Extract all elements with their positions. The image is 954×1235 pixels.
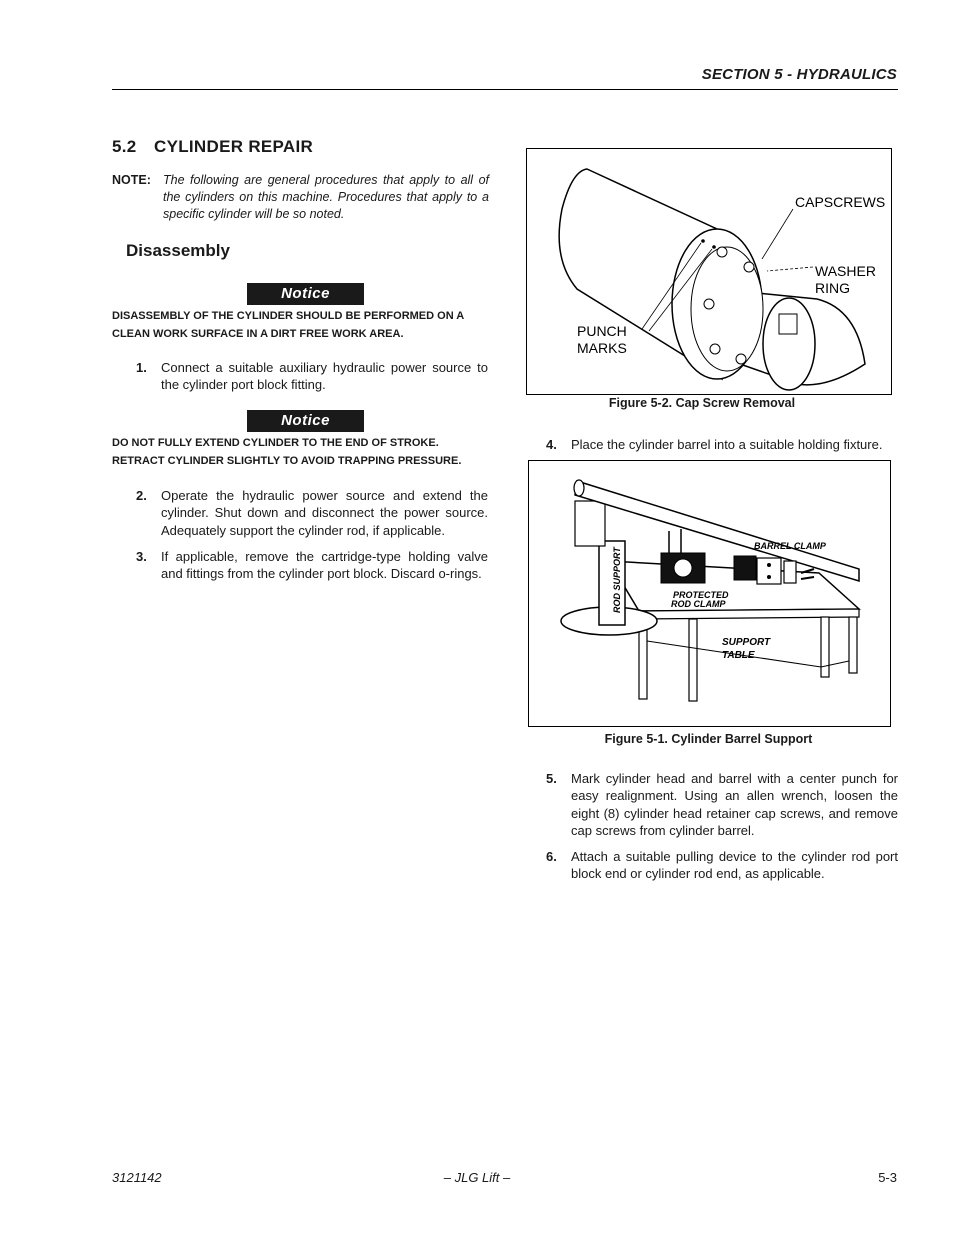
cap-screw-illustration xyxy=(527,149,891,394)
label-rod-clamp: ROD CLAMP xyxy=(671,599,726,609)
capscrew-icon xyxy=(744,262,754,272)
step-text: Place the cylinder barrel into a suitable holding fixture. xyxy=(571,437,883,452)
label-rod-support: ROD SUPPORT xyxy=(612,547,622,613)
section-number: 5.2 xyxy=(112,137,137,156)
barrel-support-illustration xyxy=(529,461,890,726)
header-divider xyxy=(112,89,898,90)
step-item xyxy=(112,487,488,539)
footer-center: – JLG Lift – xyxy=(443,1170,511,1185)
barrel-clamp xyxy=(734,556,756,580)
section-title xyxy=(112,137,313,157)
page-number: 5-3 xyxy=(878,1170,897,1185)
note-block xyxy=(112,172,489,223)
step-item xyxy=(522,436,898,453)
step-text: If applicable, remove the cartridge-type holding valve and fittings from the cylinder port block. Discard o-rings. xyxy=(161,549,488,582)
label-table: TABLE xyxy=(722,650,755,661)
step-text: Mark cylinder head and barrel with a center punch for easy realignment. Using an allen wrench, loosen the eight (8) cylinder head retainer cap screws, and remove cap screws from cylinder barrel. xyxy=(571,771,898,838)
step-number: 1. xyxy=(136,360,147,375)
step-text: Connect a suitable auxiliary hydraulic power source to the cylinder port block fitting. xyxy=(161,360,488,393)
note-text: The following are general procedures that apply to all of the cylinders on this machine. Procedures that apply to a specific cylinder will be so noted. xyxy=(163,173,489,221)
capscrew-icon xyxy=(704,299,714,309)
subheading-disassembly: Disassembly xyxy=(126,241,230,260)
step-number: 5. xyxy=(546,771,557,786)
notice-badge: Notice xyxy=(247,410,364,432)
label-ring: RING xyxy=(815,280,850,296)
label-support: SUPPORT xyxy=(722,637,771,648)
label-barrel-clamp: BARREL CLAMP xyxy=(754,541,826,551)
step-text: Attach a suitable pulling device to the cylinder rod port block end or cylinder rod end, as applicable. xyxy=(571,849,898,882)
step-number: 6. xyxy=(546,849,557,864)
section-header: SECTION 5 - HYDRAULICS xyxy=(701,66,897,83)
step-text: Operate the hydraulic power source and extend the cylinder. Shut down and disconnect the power source. Adequately support the cylinder rod, if applicable. xyxy=(161,488,488,538)
figure-cylinder-barrel-support xyxy=(528,460,891,727)
punch-mark xyxy=(712,245,716,249)
step-item xyxy=(522,770,898,839)
figure-caption: Figure 5-2. Cap Screw Removal xyxy=(608,396,796,410)
step-number: 3. xyxy=(136,549,147,564)
label-protected: PROTECTED xyxy=(673,590,729,600)
notice-badge: Notice xyxy=(247,283,364,305)
capscrew-icon xyxy=(717,247,727,257)
step-item xyxy=(522,848,898,883)
footer-doc-number: 3121142 xyxy=(112,1170,162,1185)
rod-end xyxy=(763,298,815,390)
figure-cap-screw-removal xyxy=(526,148,892,395)
step-item xyxy=(112,359,488,394)
notice-text: DO NOT FULLY EXTEND CYLINDER TO THE END OF STROKE. RETRACT CYLINDER SLIGHTLY TO AVOID TRAPPING PRESSURE. xyxy=(112,437,462,467)
step-number: 4. xyxy=(546,437,557,452)
section-title-text: CYLINDER REPAIR xyxy=(154,137,314,156)
figure-caption: Figure 5-1. Cylinder Barrel Support xyxy=(604,732,813,746)
label-washer: WASHER xyxy=(815,263,876,279)
notice-text: DISASSEMBLY OF THE CYLINDER SHOULD BE PERFORMED ON A CLEAN WORK SURFACE IN A DIRT FREE WORK AREA. xyxy=(112,310,464,340)
label-capscrews: CAPSCREWS xyxy=(795,194,886,210)
note-label: NOTE: xyxy=(112,173,151,187)
capscrew-icon xyxy=(710,344,720,354)
capscrew-icon xyxy=(736,354,746,364)
label-punch: PUNCH xyxy=(577,323,627,339)
punch-mark xyxy=(701,239,705,243)
step-item xyxy=(112,548,488,583)
step-number: 2. xyxy=(136,488,147,503)
label-marks: MARKS xyxy=(577,340,627,356)
